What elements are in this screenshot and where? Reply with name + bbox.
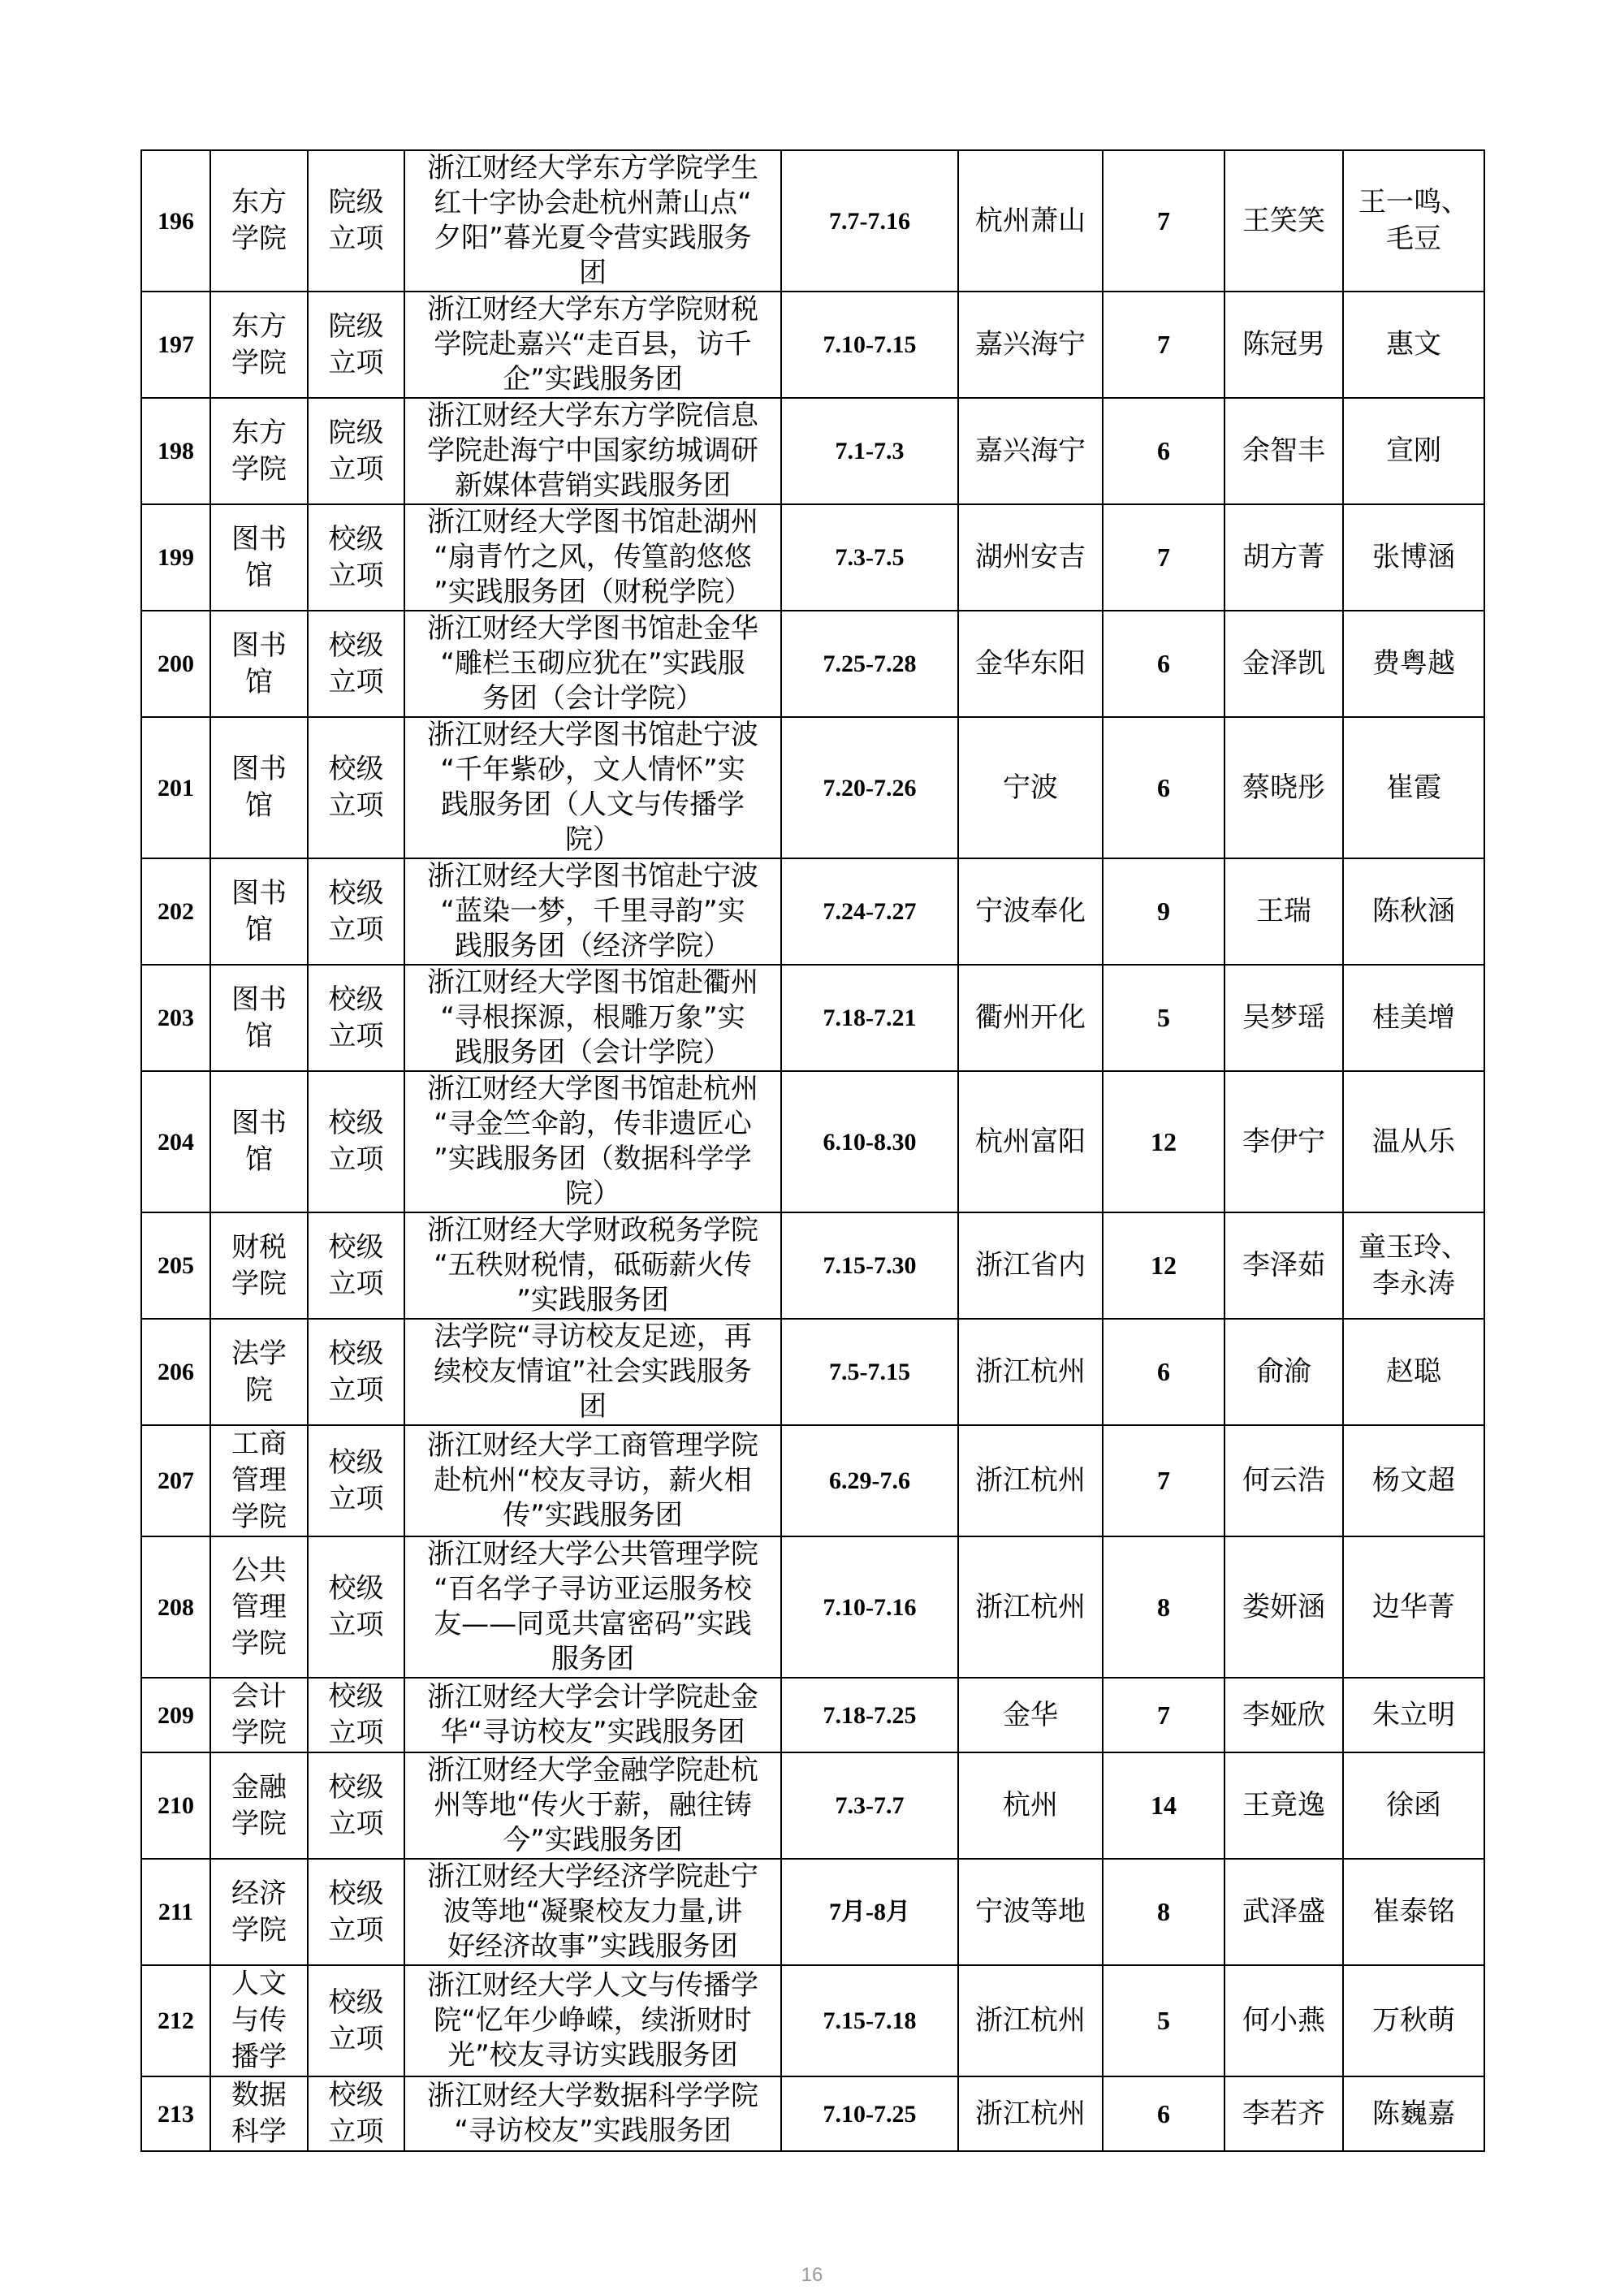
cell-project-name: 浙江财经大学东方学院学生 红十字协会赴杭州萧山点“ 夕阳”暮光夏令营实践服务 团 xyxy=(404,150,781,292)
cell-leader: 李娅欣 xyxy=(1224,1678,1343,1752)
cell-date: 7.10-7.16 xyxy=(781,1536,958,1678)
cell-level: 校级 立项 xyxy=(308,1071,404,1212)
cell-no: 202 xyxy=(141,858,210,965)
cell-no: 207 xyxy=(141,1425,210,1536)
table-row xyxy=(141,150,1484,292)
cell-level: 校级 立项 xyxy=(308,1536,404,1678)
cell-level: 校级 立项 xyxy=(308,1752,404,1859)
cell-project-name: 浙江财经大学人文与传播学 院“忆年少峥嵘，续浙财时 光”校友寻访实践服务团 xyxy=(404,1965,781,2076)
cell-unit: 数据 科学 xyxy=(210,2076,308,2151)
cell-count: 6 xyxy=(1103,717,1224,858)
cell-date: 7.10-7.25 xyxy=(781,2076,958,2151)
cell-date: 6.29-7.6 xyxy=(781,1425,958,1536)
cell-level: 校级 立项 xyxy=(308,1425,404,1536)
cell-count: 6 xyxy=(1103,2076,1224,2151)
cell-count: 7 xyxy=(1103,1678,1224,1752)
cell-no: 198 xyxy=(141,398,210,504)
cell-place: 浙江杭州 xyxy=(958,2076,1103,2151)
table-row xyxy=(141,398,1484,504)
cell-teacher: 惠文 xyxy=(1343,292,1484,398)
cell-count: 9 xyxy=(1103,858,1224,965)
cell-level: 校级 立项 xyxy=(308,1319,404,1425)
cell-project-name: 浙江财经大学图书馆赴湖州 “扇青竹之风，传篁韵悠悠 ”实践服务团（财税学院） xyxy=(404,504,781,611)
cell-no: 197 xyxy=(141,292,210,398)
cell-unit: 东方 学院 xyxy=(210,150,308,292)
table-row xyxy=(141,1425,1484,1536)
cell-level: 校级 立项 xyxy=(308,504,404,611)
cell-level: 校级 立项 xyxy=(308,717,404,858)
cell-leader: 李泽茹 xyxy=(1224,1212,1343,1319)
cell-place: 浙江杭州 xyxy=(958,1965,1103,2076)
cell-count: 5 xyxy=(1103,965,1224,1071)
cell-date: 7.20-7.26 xyxy=(781,717,958,858)
cell-leader: 娄妍涵 xyxy=(1224,1536,1343,1678)
cell-teacher: 费粤越 xyxy=(1343,611,1484,717)
cell-level: 校级 立项 xyxy=(308,1859,404,1965)
cell-no: 205 xyxy=(141,1212,210,1319)
cell-unit: 法学 院 xyxy=(210,1319,308,1425)
cell-leader: 余智丰 xyxy=(1224,398,1343,504)
cell-level: 校级 立项 xyxy=(308,965,404,1071)
cell-unit: 东方 学院 xyxy=(210,398,308,504)
cell-count: 6 xyxy=(1103,611,1224,717)
cell-unit: 金融 学院 xyxy=(210,1752,308,1859)
cell-no: 209 xyxy=(141,1678,210,1752)
cell-level: 院级 立项 xyxy=(308,150,404,292)
cell-place: 浙江杭州 xyxy=(958,1319,1103,1425)
cell-place: 杭州萧山 xyxy=(958,150,1103,292)
cell-no: 196 xyxy=(141,150,210,292)
cell-count: 6 xyxy=(1103,1319,1224,1425)
table-row xyxy=(141,1965,1484,2076)
cell-place: 嘉兴海宁 xyxy=(958,398,1103,504)
cell-teacher: 温从乐 xyxy=(1343,1071,1484,1212)
table-row xyxy=(141,965,1484,1071)
cell-project-name: 浙江财经大学金融学院赴杭 州等地“传火于薪，融往铸 今”实践服务团 xyxy=(404,1752,781,1859)
project-table xyxy=(140,149,1485,2152)
cell-place: 金华 xyxy=(958,1678,1103,1752)
table-row xyxy=(141,717,1484,858)
table-row xyxy=(141,1212,1484,1319)
cell-place: 浙江省内 xyxy=(958,1212,1103,1319)
table-row xyxy=(141,1071,1484,1212)
cell-project-name: 浙江财经大学图书馆赴金华 “雕栏玉砌应犹在”实践服 务团（会计学院） xyxy=(404,611,781,717)
cell-leader: 俞渝 xyxy=(1224,1319,1343,1425)
cell-leader: 胡方菁 xyxy=(1224,504,1343,611)
cell-leader: 李伊宁 xyxy=(1224,1071,1343,1212)
cell-no: 201 xyxy=(141,717,210,858)
cell-leader: 何小燕 xyxy=(1224,1965,1343,2076)
table-row xyxy=(141,611,1484,717)
cell-level: 校级 立项 xyxy=(308,2076,404,2151)
cell-project-name: 浙江财经大学图书馆赴宁波 “千年紫砂，文人情怀”实 践服务团（人文与传播学 院） xyxy=(404,717,781,858)
cell-project-name: 浙江财经大学东方学院财税 学院赴嘉兴“走百县，访千 企”实践服务团 xyxy=(404,292,781,398)
cell-unit: 人文 与传 播学 xyxy=(210,1965,308,2076)
cell-project-name: 浙江财经大学数据科学学院 “寻访校友”实践服务团 xyxy=(404,2076,781,2151)
cell-project-name: 法学院“寻访校友足迹，再 续校友情谊”社会实践服务 团 xyxy=(404,1319,781,1425)
cell-teacher: 赵聪 xyxy=(1343,1319,1484,1425)
cell-no: 208 xyxy=(141,1536,210,1678)
cell-leader: 王竟逸 xyxy=(1224,1752,1343,1859)
cell-project-name: 浙江财经大学图书馆赴宁波 “蓝染一梦，千里寻韵”实 践服务团（经济学院） xyxy=(404,858,781,965)
table-row xyxy=(141,1319,1484,1425)
cell-leader: 李若齐 xyxy=(1224,2076,1343,2151)
cell-count: 8 xyxy=(1103,1859,1224,1965)
cell-teacher: 边华菁 xyxy=(1343,1536,1484,1678)
cell-count: 12 xyxy=(1103,1212,1224,1319)
cell-date: 7月-8月 xyxy=(781,1859,958,1965)
cell-place: 嘉兴海宁 xyxy=(958,292,1103,398)
cell-unit: 财税 学院 xyxy=(210,1212,308,1319)
cell-no: 203 xyxy=(141,965,210,1071)
cell-project-name: 浙江财经大学东方学院信息 学院赴海宁中国家纺城调研 新媒体营销实践服务团 xyxy=(404,398,781,504)
cell-leader: 王瑞 xyxy=(1224,858,1343,965)
cell-date: 7.10-7.15 xyxy=(781,292,958,398)
page-number: 16 xyxy=(801,2264,823,2286)
cell-level: 校级 立项 xyxy=(308,1678,404,1752)
cell-no: 212 xyxy=(141,1965,210,2076)
cell-date: 7.18-7.25 xyxy=(781,1678,958,1752)
cell-count: 7 xyxy=(1103,1425,1224,1536)
cell-count: 6 xyxy=(1103,398,1224,504)
cell-place: 衢州开化 xyxy=(958,965,1103,1071)
cell-teacher: 杨文超 xyxy=(1343,1425,1484,1536)
cell-count: 12 xyxy=(1103,1071,1224,1212)
cell-date: 7.18-7.21 xyxy=(781,965,958,1071)
cell-level: 校级 立项 xyxy=(308,1965,404,2076)
table-row xyxy=(141,504,1484,611)
cell-project-name: 浙江财经大学会计学院赴金 华“寻访校友”实践服务团 xyxy=(404,1678,781,1752)
cell-place: 宁波奉化 xyxy=(958,858,1103,965)
cell-leader: 陈冠男 xyxy=(1224,292,1343,398)
cell-place: 杭州 xyxy=(958,1752,1103,1859)
cell-teacher: 徐函 xyxy=(1343,1752,1484,1859)
cell-count: 5 xyxy=(1103,1965,1224,2076)
cell-unit: 图书 馆 xyxy=(210,504,308,611)
table-row xyxy=(141,1859,1484,1965)
cell-teacher: 朱立明 xyxy=(1343,1678,1484,1752)
cell-place: 浙江杭州 xyxy=(958,1536,1103,1678)
cell-leader: 武泽盛 xyxy=(1224,1859,1343,1965)
cell-level: 院级 立项 xyxy=(308,398,404,504)
cell-level: 校级 立项 xyxy=(308,611,404,717)
cell-date: 7.5-7.15 xyxy=(781,1319,958,1425)
cell-project-name: 浙江财经大学图书馆赴衢州 “寻根探源，根雕万象”实 践服务团（会计学院） xyxy=(404,965,781,1071)
cell-date: 7.15-7.30 xyxy=(781,1212,958,1319)
cell-unit: 东方 学院 xyxy=(210,292,308,398)
cell-date: 7.25-7.28 xyxy=(781,611,958,717)
cell-date: 6.10-8.30 xyxy=(781,1071,958,1212)
cell-teacher: 张博涵 xyxy=(1343,504,1484,611)
table-row xyxy=(141,1752,1484,1859)
cell-date: 7.3-7.7 xyxy=(781,1752,958,1859)
cell-place: 湖州安吉 xyxy=(958,504,1103,611)
cell-count: 8 xyxy=(1103,1536,1224,1678)
cell-level: 院级 立项 xyxy=(308,292,404,398)
cell-teacher: 童玉玲、 李永涛 xyxy=(1343,1212,1484,1319)
cell-date: 7.1-7.3 xyxy=(781,398,958,504)
cell-unit: 图书 馆 xyxy=(210,717,308,858)
cell-leader: 金泽凯 xyxy=(1224,611,1343,717)
cell-leader: 吴梦瑶 xyxy=(1224,965,1343,1071)
cell-project-name: 浙江财经大学图书馆赴杭州 “寻金竺伞韵，传非遗匠心 ”实践服务团（数据科学学 院） xyxy=(404,1071,781,1212)
cell-date: 7.3-7.5 xyxy=(781,504,958,611)
cell-project-name: 浙江财经大学经济学院赴宁 波等地“凝聚校友力量,讲 好经济故事”实践服务团 xyxy=(404,1859,781,1965)
table-body xyxy=(141,150,1484,2151)
cell-leader: 王笑笑 xyxy=(1224,150,1343,292)
cell-no: 213 xyxy=(141,2076,210,2151)
cell-teacher: 崔霞 xyxy=(1343,717,1484,858)
cell-unit: 工商 管理 学院 xyxy=(210,1425,308,1536)
cell-no: 206 xyxy=(141,1319,210,1425)
cell-teacher: 宣刚 xyxy=(1343,398,1484,504)
cell-unit: 会计 学院 xyxy=(210,1678,308,1752)
cell-unit: 公共 管理 学院 xyxy=(210,1536,308,1678)
cell-no: 199 xyxy=(141,504,210,611)
cell-place: 宁波等地 xyxy=(958,1859,1103,1965)
cell-project-name: 浙江财经大学公共管理学院 “百名学子寻访亚运服务校 友——同觅共富密码”实践 服务团 xyxy=(404,1536,781,1678)
cell-teacher: 王一鸣、 毛豆 xyxy=(1343,150,1484,292)
cell-count: 14 xyxy=(1103,1752,1224,1859)
cell-level: 校级 立项 xyxy=(308,1212,404,1319)
table-row xyxy=(141,1536,1484,1678)
cell-teacher: 万秋萌 xyxy=(1343,1965,1484,2076)
cell-unit: 图书 馆 xyxy=(210,1071,308,1212)
table-row xyxy=(141,858,1484,965)
cell-place: 杭州富阳 xyxy=(958,1071,1103,1212)
cell-count: 7 xyxy=(1103,504,1224,611)
cell-no: 204 xyxy=(141,1071,210,1212)
cell-count: 7 xyxy=(1103,292,1224,398)
cell-teacher: 桂美增 xyxy=(1343,965,1484,1071)
cell-no: 211 xyxy=(141,1859,210,1965)
cell-no: 210 xyxy=(141,1752,210,1859)
cell-date: 7.7-7.16 xyxy=(781,150,958,292)
cell-leader: 何云浩 xyxy=(1224,1425,1343,1536)
cell-no: 200 xyxy=(141,611,210,717)
cell-level: 校级 立项 xyxy=(308,858,404,965)
cell-unit: 图书 馆 xyxy=(210,965,308,1071)
cell-leader: 蔡晓彤 xyxy=(1224,717,1343,858)
cell-teacher: 崔泰铭 xyxy=(1343,1859,1484,1965)
cell-place: 浙江杭州 xyxy=(958,1425,1103,1536)
cell-project-name: 浙江财经大学财政税务学院 “五秩财税情，砥砺薪火传 ”实践服务团 xyxy=(404,1212,781,1319)
table-row xyxy=(141,1678,1484,1752)
table-row xyxy=(141,292,1484,398)
table-row xyxy=(141,2076,1484,2151)
cell-unit: 图书 馆 xyxy=(210,611,308,717)
cell-project-name: 浙江财经大学工商管理学院 赴杭州“校友寻访，薪火相 传”实践服务团 xyxy=(404,1425,781,1536)
cell-teacher: 陈秋涵 xyxy=(1343,858,1484,965)
cell-place: 宁波 xyxy=(958,717,1103,858)
cell-unit: 经济 学院 xyxy=(210,1859,308,1965)
cell-unit: 图书 馆 xyxy=(210,858,308,965)
cell-date: 7.15-7.18 xyxy=(781,1965,958,2076)
cell-date: 7.24-7.27 xyxy=(781,858,958,965)
cell-count: 7 xyxy=(1103,150,1224,292)
cell-teacher: 陈巍嘉 xyxy=(1343,2076,1484,2151)
cell-place: 金华东阳 xyxy=(958,611,1103,717)
